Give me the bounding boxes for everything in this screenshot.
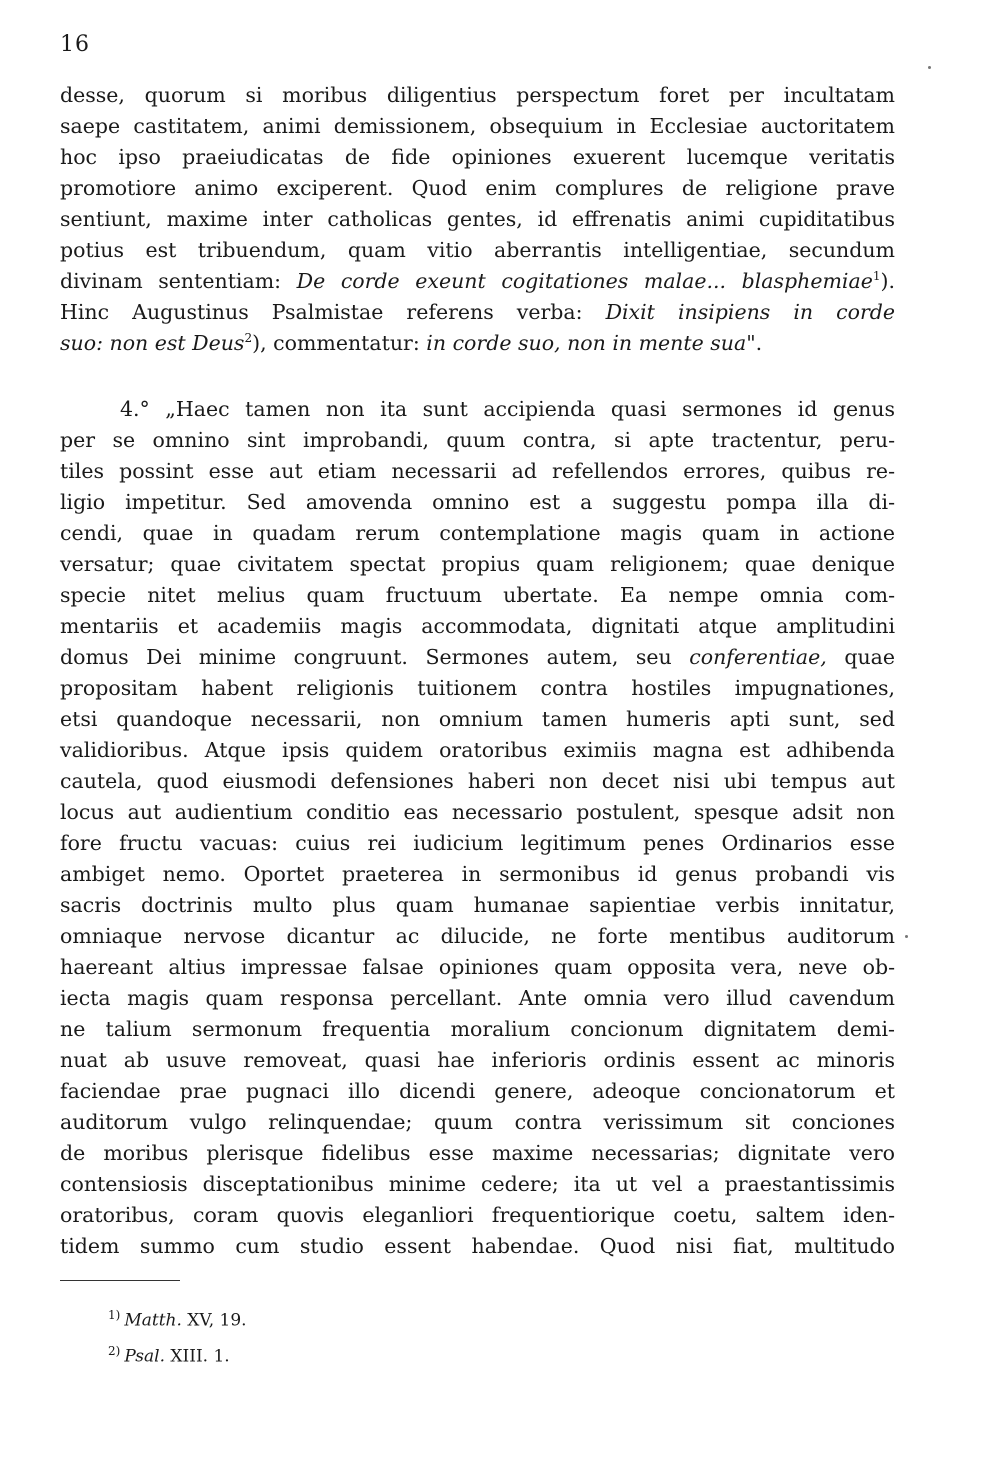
text-line: tidem summo cum studio essent habendae. Quod nisi fiat, multitudo bbox=[60, 1234, 895, 1258]
text-segment: ). bbox=[880, 269, 895, 293]
footnote-ref-text: XV, 19. bbox=[187, 1310, 247, 1331]
text-segment: quae bbox=[826, 645, 895, 669]
text-line: fore fructu vacuas: cuius rei iudicium legitimum penes Ordinarios esse bbox=[60, 831, 895, 855]
text-line: iecta magis quam responsa percellant. Ante omnia vero illud cavendum bbox=[60, 986, 895, 1010]
footnote-ref-text: XIII. 1. bbox=[170, 1346, 230, 1367]
augustine-quote: in corde suo, non in mente sua bbox=[426, 331, 747, 355]
scan-speck bbox=[928, 66, 931, 69]
text-line: propositam habent religionis tuitionem contra hostiles impugnationes, bbox=[60, 676, 895, 700]
text-segment: divinam sententiam: bbox=[60, 269, 297, 293]
paragraph-continued bbox=[60, 80, 895, 359]
scripture-quote: De corde exeunt cogitationes malae... blasphemiae bbox=[296, 269, 873, 293]
text-line bbox=[60, 266, 895, 297]
scripture-quote: Dixit insipiens in corde bbox=[605, 300, 896, 324]
text-line: 4.° „Haec tamen non ita sunt accipienda quasi sermones id genus bbox=[120, 397, 895, 421]
text-line: versatur; quae civitatem spectat propius quam religionem; quae denique bbox=[60, 552, 895, 576]
text-line: haereant altius impressae falsae opiniones quam opposita vera, neve ob- bbox=[60, 955, 895, 979]
footnotes bbox=[108, 1300, 247, 1371]
text-line: etsi quandoque necessarii, non omnium tamen humeris apti sunt, sed bbox=[60, 707, 895, 731]
text-line: promotiore animo exciperent. Quod enim complures de religione prave bbox=[60, 176, 895, 200]
text-segment: domus Dei minime congruunt. Sermones autem, seu bbox=[60, 645, 672, 669]
footnote-ref[interactable]: 1 bbox=[872, 269, 881, 284]
text-line: ne talium sermonum frequentia moralium concionum dignitatem demi- bbox=[60, 1017, 895, 1041]
footnote-source: Matth. bbox=[124, 1310, 182, 1331]
paragraph-4 bbox=[60, 394, 895, 1262]
footnote-number: 2 bbox=[108, 1343, 116, 1358]
text-line: ambiget nemo. Oportet praeterea in sermonibus id genus probandi vis bbox=[60, 862, 895, 886]
footnote-divider bbox=[60, 1280, 180, 1281]
text-line: desse, quorum si moribus diligentius perspectum foret per incultatam bbox=[60, 83, 895, 107]
footnote-number: 1 bbox=[108, 1308, 116, 1322]
italic-term: conferentiae, bbox=[689, 645, 827, 669]
text-line: potius est tribuendum, quam vitio aberrantis intelligentiae, secundum bbox=[60, 238, 895, 262]
scan-speck bbox=[905, 935, 908, 938]
scripture-quote: suo: non est Deus bbox=[60, 331, 245, 355]
text-line: cendi, quae in quadam rerum contemplatione magis quam in actione bbox=[60, 521, 895, 545]
text-line: faciendae prae pugnaci illo dicendi genere, adeoque concionatorum et bbox=[60, 1079, 895, 1103]
footnote-mark: 1) bbox=[108, 1308, 121, 1322]
footnote-ref[interactable]: 2 bbox=[244, 331, 253, 346]
footnote-source: Psal. bbox=[124, 1346, 166, 1367]
text-line bbox=[60, 328, 895, 359]
text-segment: ), commentatur: bbox=[252, 331, 427, 355]
text-line: de moribus plerisque fidelibus esse maxime necessarias; dignitate vero bbox=[60, 1141, 895, 1165]
text-line: contensiosis disceptationibus minime cedere; ita ut vel a praestantissimis bbox=[60, 1172, 895, 1196]
text-segment: ". bbox=[746, 331, 763, 355]
footnote-2 bbox=[108, 1336, 247, 1372]
text-line: oratoribus, coram quovis eleganliori frequentiorique coetu, saltem iden- bbox=[60, 1203, 895, 1227]
text-line: per se omnino sint improbandi, quum contra, si apte tractentur, peru- bbox=[60, 428, 895, 452]
text-line: saepe castitatem, animi demissionem, obsequium in Ecclesiae auctoritatem bbox=[60, 114, 895, 138]
text-line: specie nitet melius quam fructuum ubertate. Ea nempe omnia com- bbox=[60, 583, 895, 607]
text-line: auditorum vulgo relinquendae; quum contra verissimum sit conciones bbox=[60, 1110, 895, 1134]
text-line bbox=[60, 297, 895, 328]
text-line bbox=[60, 642, 895, 673]
text-line: sentiunt, maxime inter catholicas gentes, id effrenatis animi cupiditatibus bbox=[60, 207, 895, 231]
text-line: cautela, quod eiusmodi defensiones haberi non decet nisi ubi tempus aut bbox=[60, 769, 895, 793]
text-line: omniaque nervose dicantur ac dilucide, ne forte mentibus auditorum bbox=[60, 924, 895, 948]
text-line: ligio impetitur. Sed amovenda omnino est a suggestu pompa illa di- bbox=[60, 490, 895, 514]
text-line: sacris doctrinis multo plus quam humanae sapientiae verbis innitatur, bbox=[60, 893, 895, 917]
text-line: mentariis et academiis magis accommodata, dignitati atque amplitudini bbox=[60, 614, 895, 638]
footnote-mark: 2) bbox=[108, 1343, 121, 1358]
text-line: validioribus. Atque ipsis quidem oratoribus eximiis magna est adhibenda bbox=[60, 738, 895, 762]
text-line: nuat ab usuve removeat, quasi hae inferioris ordinis essent ac minoris bbox=[60, 1048, 895, 1072]
footnote-1 bbox=[108, 1300, 247, 1336]
text-segment: Hinc Augustinus Psalmistae referens verba: bbox=[60, 300, 606, 324]
text-line: locus aut audientium conditio eas necessario postulent, spesque adsit non bbox=[60, 800, 895, 824]
text-line: hoc ipso praeiudicatas de fide opiniones exuerent lucemque veritatis bbox=[60, 145, 895, 169]
page-number: 16 bbox=[60, 32, 90, 57]
text-line: tiles possint esse aut etiam necessarii ad refellendos errores, quibus re- bbox=[60, 459, 895, 483]
